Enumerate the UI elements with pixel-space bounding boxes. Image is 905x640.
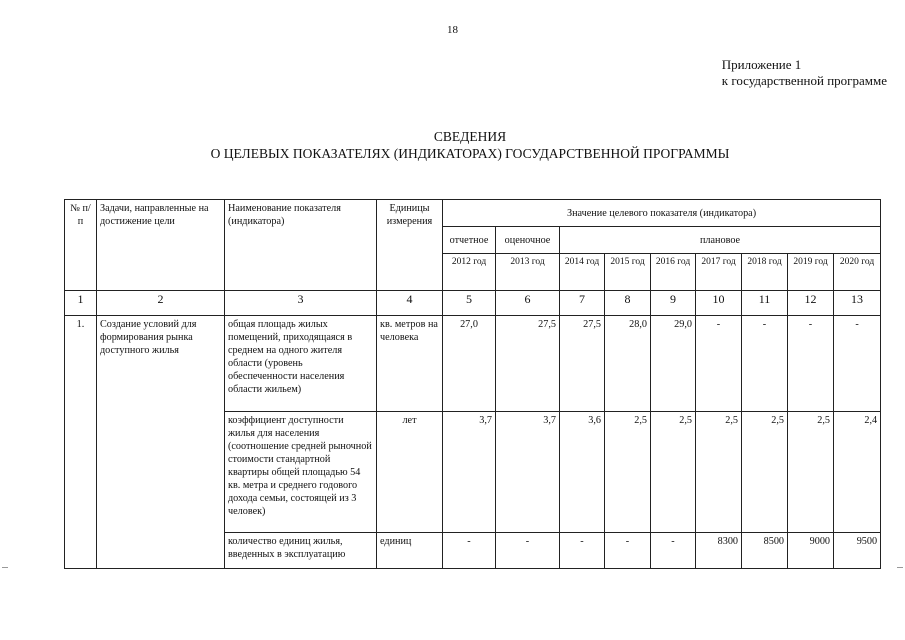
value-cell: -: [496, 533, 560, 569]
value-cell: 3,6: [560, 412, 605, 533]
value-cell: -: [651, 533, 696, 569]
column-number-row: [65, 291, 881, 316]
column-number: 13: [834, 291, 881, 316]
value-cell: -: [742, 316, 788, 412]
header-year-text: 2020 год: [839, 257, 875, 267]
column-number: 7: [560, 291, 605, 316]
header-year: [696, 254, 742, 291]
header-year-text: 2016 год: [655, 257, 691, 267]
value-cell: 27,0: [443, 316, 496, 412]
value-cell: -: [834, 316, 881, 412]
value-cell: 2,5: [696, 412, 742, 533]
value-cell: -: [560, 533, 605, 569]
header-year-text: 2017 год: [701, 257, 736, 267]
heading-line-1: СВЕДЕНИЯ: [433, 129, 507, 144]
indicators-table: [64, 199, 881, 569]
header-year-text: 2014 год: [564, 257, 600, 267]
header-year: 2012 год: [443, 254, 496, 291]
header-year: [742, 254, 788, 291]
column-number: 9: [651, 291, 696, 316]
header-row-1: [65, 200, 881, 227]
row-number: 1.: [65, 316, 97, 569]
column-number: 4: [377, 291, 443, 316]
column-number: 8: [605, 291, 651, 316]
header-year: [788, 254, 834, 291]
table-row: [65, 316, 881, 412]
value-cell: 3,7: [496, 412, 560, 533]
column-number: 6: [496, 291, 560, 316]
column-number: 1: [65, 291, 97, 316]
value-cell: 28,0: [605, 316, 651, 412]
unit-cell: единиц: [377, 533, 443, 569]
header-task: Задачи, направленные на достижение цели: [97, 200, 225, 291]
unit-cell: кв. метров на человека: [377, 316, 443, 412]
indicator-cell: количество единиц жилья, введенных в эксплуатацию: [225, 533, 377, 569]
value-cell: -: [605, 533, 651, 569]
indicator-cell: коэффициент доступности жилья для населения (соотношение средней рыночной стоимости стандартной квартиры общей площадью 54 кв. метра и среднего годового дохода семьи, состоящей из 3 человек): [225, 412, 377, 533]
column-number: 5: [443, 291, 496, 316]
header-year: 2013 год: [496, 254, 560, 291]
header-year: [605, 254, 651, 291]
indicator-cell: общая площадь жилых помещений, приходящаяся в среднем на одного жителя области (уровень обеспеченности населения области жильем): [225, 316, 377, 412]
value-cell: 8500: [742, 533, 788, 569]
header-year: [560, 254, 605, 291]
header-year: [834, 254, 881, 291]
unit-cell: лет: [377, 412, 443, 533]
column-number: 12: [788, 291, 834, 316]
header-year-text: 2019 год: [793, 257, 828, 267]
header-year-text: 2018 год: [747, 257, 782, 267]
value-cell: 27,5: [560, 316, 605, 412]
value-cell: 2,4: [834, 412, 881, 533]
page-number: 18: [447, 24, 458, 36]
column-number: 11: [742, 291, 788, 316]
appendix-note: [722, 57, 887, 89]
header-num: № п/п: [65, 200, 97, 291]
header-value-group: Значение целевого показателя (индикатора): [443, 200, 881, 227]
header-indicator: Наименование показателя (индикатора): [225, 200, 377, 291]
value-cell: -: [788, 316, 834, 412]
value-cell: 2,5: [742, 412, 788, 533]
value-cell: 8300: [696, 533, 742, 569]
value-cell: 9000: [788, 533, 834, 569]
header-estimated: оценочное: [496, 227, 560, 254]
value-cell: 2,5: [605, 412, 651, 533]
header-reported: отчетное: [443, 227, 496, 254]
header-year: [651, 254, 696, 291]
value-cell: 3,7: [443, 412, 496, 533]
value-cell: 2,5: [788, 412, 834, 533]
value-cell: -: [696, 316, 742, 412]
header-unit: Единицы измерения: [377, 200, 443, 291]
value-cell: 9500: [834, 533, 881, 569]
value-cell: 27,5: [496, 316, 560, 412]
header-planned: плановое: [560, 227, 881, 254]
value-cell: 29,0: [651, 316, 696, 412]
task-cell: Создание условий для формирования рынка доступного жилья: [97, 316, 225, 569]
column-number: 10: [696, 291, 742, 316]
value-cell: 2,5: [651, 412, 696, 533]
column-number: 3: [225, 291, 377, 316]
document-heading: [0, 128, 905, 162]
scan-edge-mark-left: [2, 567, 8, 568]
heading-line-2: О ЦЕЛЕВЫХ ПОКАЗАТЕЛЯХ (ИНДИКАТОРАХ) ГОСУДАРСТВЕННОЙ ПРОГРАММЫ: [210, 146, 730, 161]
appendix-line-2: к государственной программе: [721, 73, 887, 88]
column-number: 2: [97, 291, 225, 316]
value-cell: -: [443, 533, 496, 569]
appendix-line-1: Приложение 1: [721, 57, 802, 72]
scan-edge-mark-right: [897, 567, 903, 568]
header-year-text: 2015 год: [610, 257, 645, 267]
